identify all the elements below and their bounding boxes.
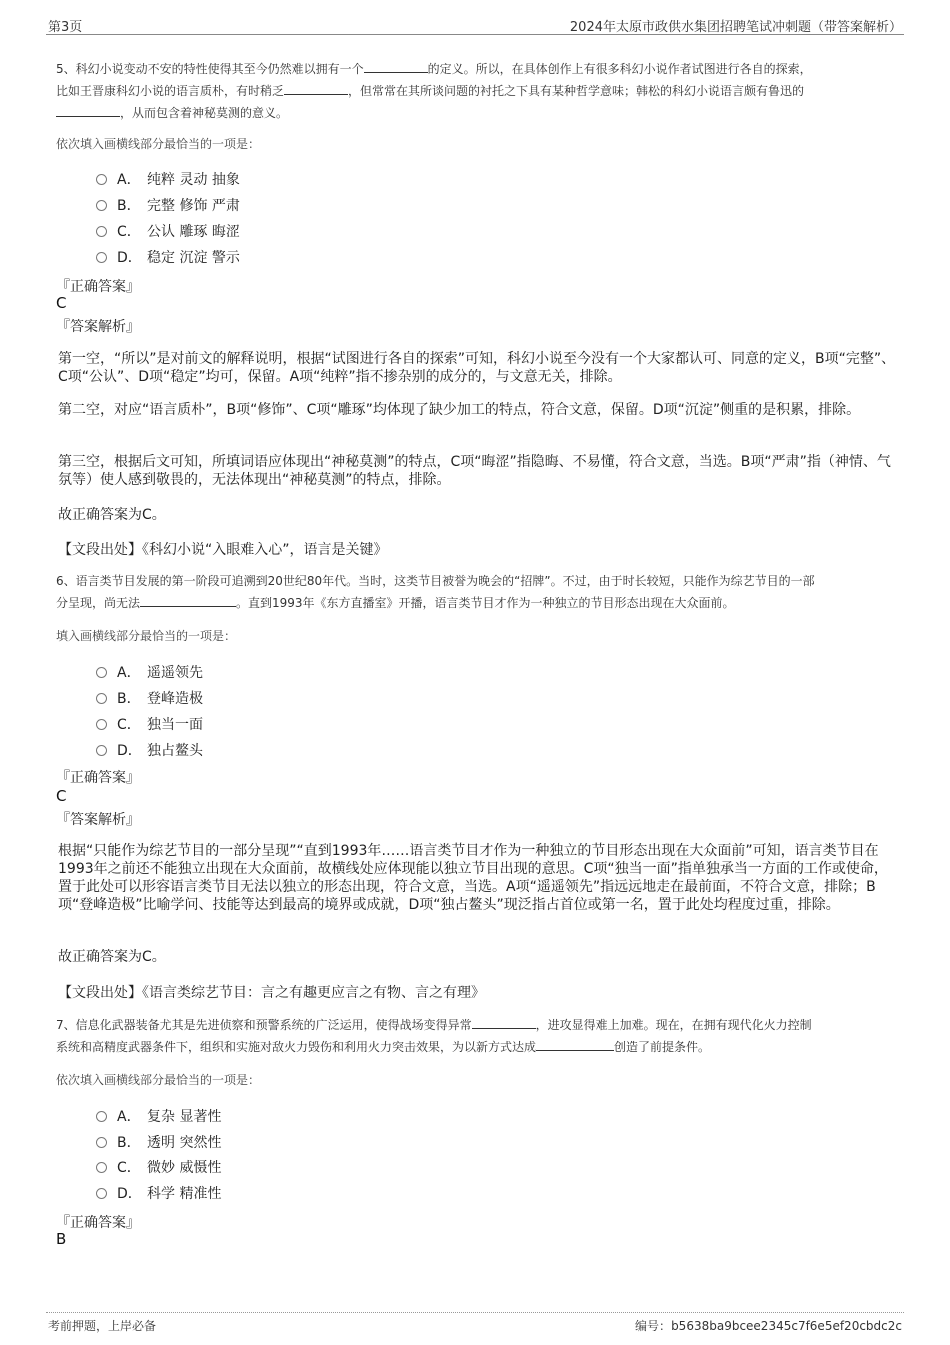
radio-icon[interactable] xyxy=(96,719,107,730)
radio-icon[interactable] xyxy=(96,252,107,263)
q6-text-2: 分呈现，尚无法 xyxy=(56,596,141,610)
q6-source: 【文段出处】《语言类综艺节目：言之有趣更应言之有物、言之有理》 xyxy=(58,985,485,1001)
q5-analysis-1: 第一空，“所以”是对前文的解释说明，根据“试图进行各自的探索”可知，科幻小说至今没有一个大家都认可、同意的定义，B项“完整”、C项“公认”、D项“稳定”均可，保留。A项“纯粹”指不掺杂别的成分的，与文意无关，排除。 xyxy=(58,351,896,385)
q7-prompt: 依次填入画横线部分最恰当的一项是： xyxy=(56,1073,261,1087)
q7-text-3: 系统和高精度武器条件下，组织和实施对敌火力毁伤和利用火力突击效果，为以新方式达成 xyxy=(56,1040,537,1054)
radio-icon[interactable] xyxy=(96,1111,107,1122)
q5-text-5: ，从而包含着神秘莫测的意义。 xyxy=(120,106,289,120)
page-number: 第3页 xyxy=(48,20,83,35)
q5-text-4: ，但常常在其所谈问题的衬托之下具有某种哲学意味；韩松的科幻小说语言颇有鲁迅的 xyxy=(348,84,805,98)
q5-text-3: 比如王晋康科幻小说的语言质朴，有时稍乏 xyxy=(56,84,285,98)
question-7-stem xyxy=(56,1014,898,1058)
q6-text-3: 。直到1993年《东方直播室》开播，语言类节目才作为一种独立的节目形态出现在大众面前。 xyxy=(236,596,735,610)
q7-blank-2 xyxy=(536,1038,614,1051)
q5-blank-1 xyxy=(364,60,428,73)
q5-analysis-label: 『答案解析』 xyxy=(56,319,140,335)
q5-option-c[interactable]: C． 公认 雕琢 晦涩 xyxy=(96,222,240,242)
q5-prompt: 依次填入画横线部分最恰当的一项是： xyxy=(56,137,261,151)
q7-option-c[interactable]: C． 微妙 威慑性 xyxy=(96,1158,221,1178)
q6-blank-1 xyxy=(140,594,236,607)
question-6-stem xyxy=(56,570,898,614)
document-title: 2024年太原市政供水集团招聘笔试冲刺题（带答案解析） xyxy=(569,20,902,35)
q5-answer-label: 『正确答案』 xyxy=(56,279,140,295)
q5-option-d[interactable]: D． 稳定 沉淀 警示 xyxy=(96,248,240,268)
q5-analysis-3: 第三空，根据后文可知，所填词语应体现出“神秘莫测”的特点，C项“晦涩”指隐晦、不易懂，符合文意，当选。B项“严肃”指（神情、气氛等）使人感到敬畏的，无法体现出“神秘莫测”的特点，排除。 xyxy=(58,454,891,488)
q5-analysis-conclusion: 故正确答案为C。 xyxy=(58,507,166,523)
q7-text-2: ，进攻显得难上加难。现在，在拥有现代化火力控制 xyxy=(535,1018,812,1032)
q5-answer: C xyxy=(56,294,67,312)
q6-analysis-conclusion: 故正确答案为C。 xyxy=(58,949,166,965)
document-code: 编号：b5638ba9bcee2345c7f6e5ef20cbdc2c xyxy=(635,1319,902,1333)
question-5-stem xyxy=(56,58,898,124)
q6-option-b[interactable]: B． 登峰造极 xyxy=(96,689,203,709)
q5-option-a[interactable]: A． 纯粹 灵动 抽象 xyxy=(96,170,240,190)
radio-icon[interactable] xyxy=(96,226,107,237)
q6-analysis-label: 『答案解析』 xyxy=(56,812,140,828)
q6-option-d[interactable]: D． 独占鳌头 xyxy=(96,741,203,761)
q5-source: 【文段出处】《科幻小说“入眼难入心”，语言是关键》 xyxy=(58,542,388,558)
radio-icon[interactable] xyxy=(96,745,107,756)
q6-prompt: 填入画横线部分最恰当的一项是： xyxy=(56,629,237,643)
radio-icon[interactable] xyxy=(96,1188,107,1199)
q6-answer-label: 『正确答案』 xyxy=(56,770,140,786)
q5-analysis-2: 第二空，对应“语言质朴”，B项“修饰”、C项“雕琢”均体现了缺少加工的特点，符合文意，保留。D项“沉淀”侧重的是积累，排除。 xyxy=(58,402,861,418)
q6-analysis-1: 根据“只能作为综艺节目的一部分呈现”“直到1993年……语言类节目才作为一种独立的节目形态出现在大众面前”可知，语言类节目在1993年之前还不能独立出现在大众面前，故横线处应体现能以独立节目出现的意思。C项“独当一面”指单独承当一方面的工作或使命，置于此处可以形容语言类节目无法以独立的形态出现，符合文意，当选。A项“遥遥领先”指远远地走在最前面，不符合文意，排除；B项“登峰造极”比喻学问、技能等达到最高的境界或成就，D项“独占鳌头”现泛指占首位或第一名，置于此处均程度过重，排除。 xyxy=(58,843,888,913)
q7-text-4: 创造了前提条件。 xyxy=(614,1040,711,1054)
radio-icon[interactable] xyxy=(96,174,107,185)
radio-icon[interactable] xyxy=(96,1137,107,1148)
radio-icon[interactable] xyxy=(96,200,107,211)
page-footer xyxy=(46,1312,904,1336)
radio-icon[interactable] xyxy=(96,667,107,678)
q6-text-1: 6、语言类节目发展的第一阶段可追溯到20世纪80年代。当时，这类节目被誉为晚会的“招牌”。不过，由于时长较短，只能作为综艺节目的一部 xyxy=(56,574,815,588)
q6-option-a[interactable]: A． 遥遥领先 xyxy=(96,663,203,683)
q7-answer: B xyxy=(56,1230,67,1248)
q7-option-b[interactable]: B． 透明 突然性 xyxy=(96,1133,221,1153)
q7-blank-1 xyxy=(472,1016,536,1029)
q7-answer-label: 『正确答案』 xyxy=(56,1215,140,1231)
q5-blank-2 xyxy=(284,82,348,95)
q7-text-1: 7、信息化武器装备尤其是先进侦察和预警系统的广泛运用，使得战场变得异常 xyxy=(56,1018,472,1032)
radio-icon[interactable] xyxy=(96,693,107,704)
q5-option-b[interactable]: B． 完整 修饰 严肃 xyxy=(96,196,240,216)
q5-text-1: 5、科幻小说变动不安的特性使得其至今仍然难以拥有一个 xyxy=(56,62,364,76)
q7-option-a[interactable]: A． 复杂 显著性 xyxy=(96,1107,221,1127)
q7-option-d[interactable]: D． 科学 精准性 xyxy=(96,1184,221,1204)
footer-slogan: 考前押题，上岸必备 xyxy=(48,1319,157,1333)
page-header xyxy=(46,14,904,35)
q5-blank-3 xyxy=(56,104,120,117)
radio-icon[interactable] xyxy=(96,1162,107,1173)
q5-text-2: 的定义。所以，在具体创作上有很多科幻小说作者试图进行各自的探索， xyxy=(427,62,812,76)
q6-answer: C xyxy=(56,787,67,805)
q6-option-c[interactable]: C． 独当一面 xyxy=(96,715,203,735)
